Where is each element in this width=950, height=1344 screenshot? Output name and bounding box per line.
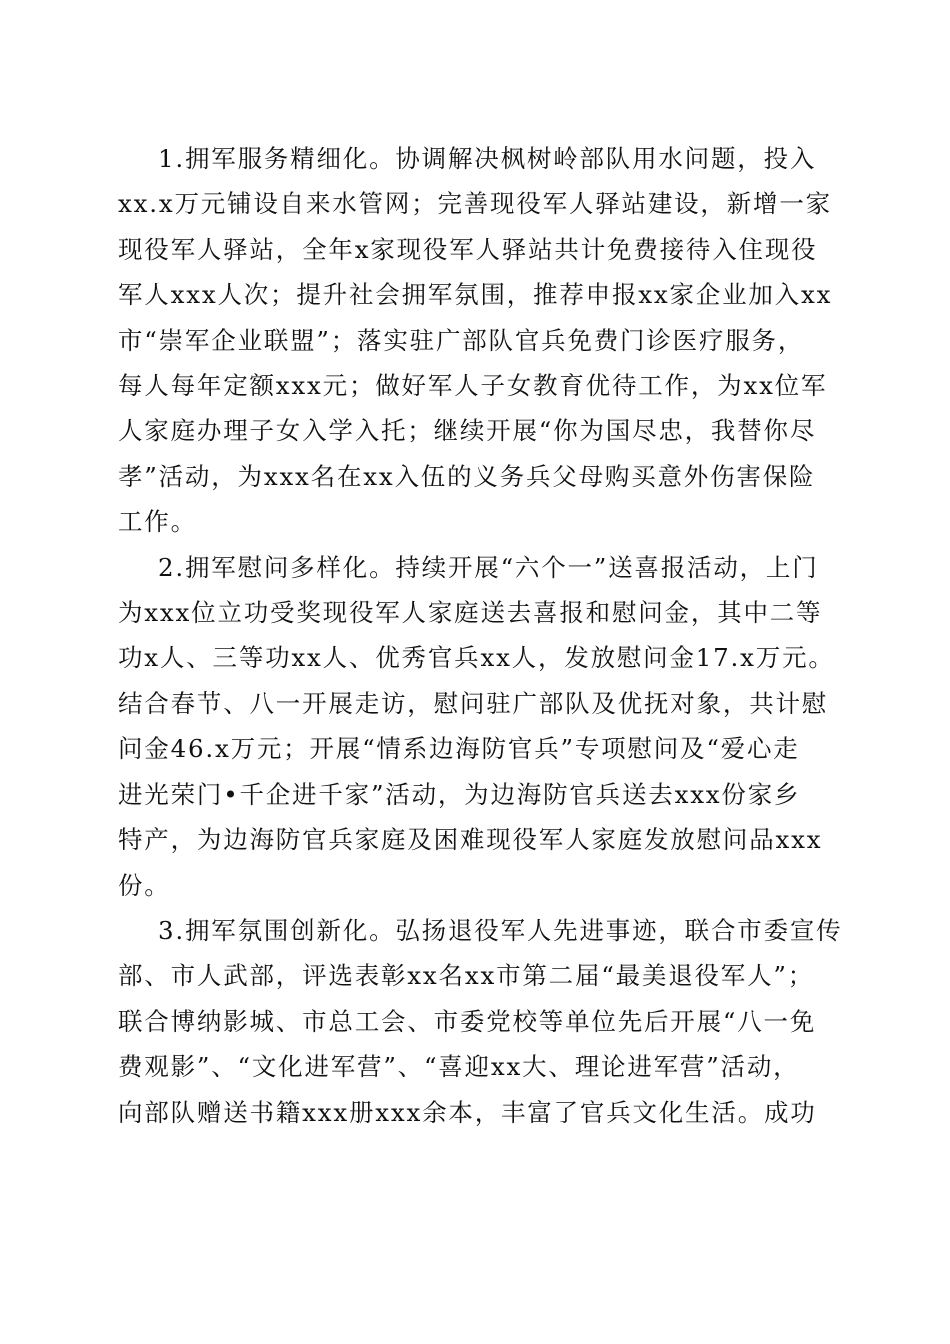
text-line: 3.拥军氛围创新化。弘扬退役军人先进事迹，联合市委宣传 [158,915,843,945]
text-line: 现役军人驿站，全年x家现役军人驿站共计免费接待入住现役 [118,234,818,264]
text-line: 工作。 [118,507,197,537]
text-line: 费观影”、“文化进军营”、“喜迎xx大、理论进军营”活动， [118,1052,800,1082]
text-line: 2.拥军慰问多样化。持续开展“六个一”送喜报活动，上门 [158,552,819,582]
text-line: 军人xxx人次；提升社会拥军氛围，推荐申报xx家企业加入xx [118,280,833,310]
text-line: 向部队赠送书籍xxx册xxx余本，丰富了官兵文化生活。成功 [118,1097,817,1127]
text-line: 部、市人武部，评选表彰xx名xx市第二届“最美退役军人”； [118,961,815,991]
text-line: 孝”活动，为xxx名在xx入伍的义务兵父母购买意外伤害保险 [118,461,816,491]
text-line: 功x人、三等功xx人、优秀官兵xx人，发放慰问金17.x万元。 [118,643,835,673]
paragraph-3 [118,908,843,1135]
text-line: 份。 [118,870,171,900]
text-line: 进光荣门•千企进千家”活动，为边海防官兵送去xxx份家乡 [118,779,801,809]
text-line: 市“崇军企业联盟”；落实驻广部队官兵免费门诊医疗服务， [118,325,805,355]
paragraph-1 [118,136,833,545]
text-line: 结合春节、八一开展走访，慰问驻广部队及优抚对象，共计慰 [118,688,829,718]
document-body [118,136,843,1135]
text-line: 1.拥军服务精细化。协调解决枫树岭部队用水问题，投入 [158,144,817,173]
text-line: 特产，为边海防官兵家庭及困难现役军人家庭发放慰问品xxx [118,825,823,855]
text-line: 每人每年定额xxx元；做好军人子女教育优待工作，为xx位军 [118,371,828,401]
text-line: 联合博纳影城、市总工会、市委党校等单位先后开展“八一免 [118,1006,817,1036]
text-line: 人家庭办理子女入学入托；继续开展“你为国尽忠，我替你尽 [118,416,817,446]
text-line: 问金46.x万元；开展“情系边海防官兵”专项慰问及“爱心走 [118,734,800,764]
text-line: 为xxx位立功受奖现役军人家庭送去喜报和慰问金，其中二等 [118,598,823,628]
text-line: xx.x万元铺设自来水管网；完善现役军人驿站建设，新增一家 [118,189,832,219]
paragraph-2 [118,545,835,908]
